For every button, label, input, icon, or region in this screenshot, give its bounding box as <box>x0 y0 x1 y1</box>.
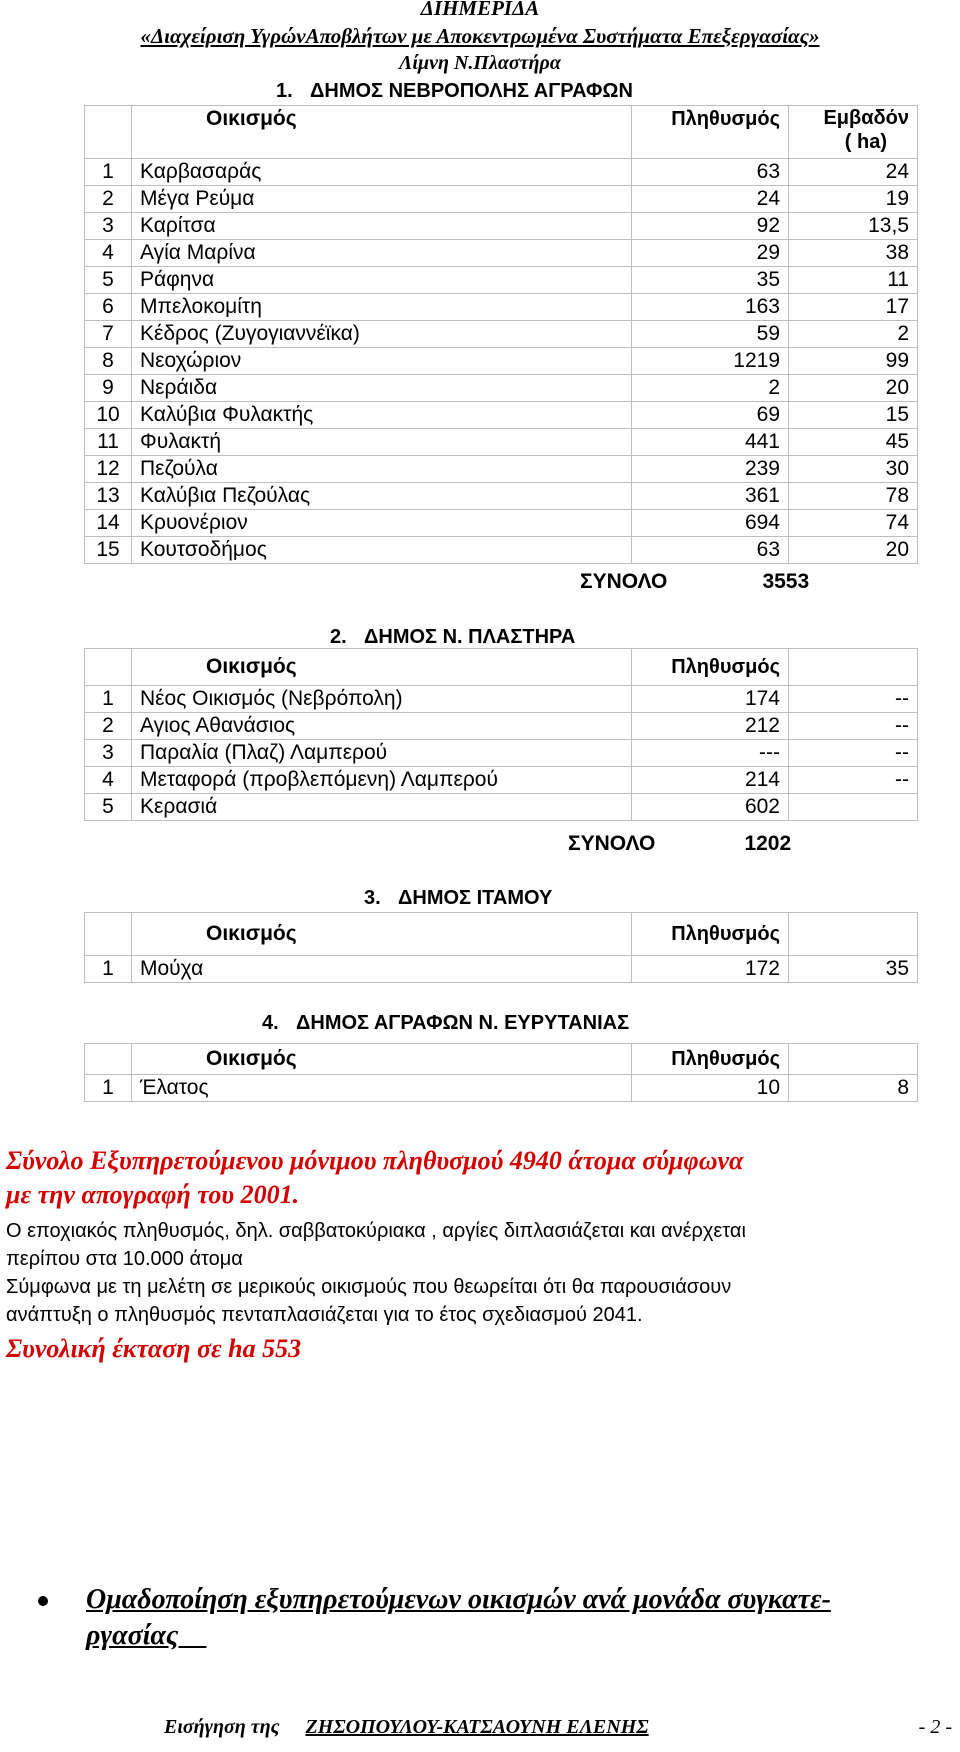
seasonal-note-line2: περίπου στα 10.000 άτομα <box>6 1248 243 1270</box>
table-header-row <box>85 913 918 956</box>
settlement-name: Μεταφορά (προβλεπόμενη) Λαμπερού <box>132 767 632 794</box>
area-value: 24 <box>789 159 918 186</box>
section-3-number: 3. <box>364 887 381 909</box>
header-settlement: Οικισμός <box>132 913 632 956</box>
header-settlement: Οικισμός <box>132 106 632 159</box>
total-label: ΣΥΝΟΛΟ <box>568 832 656 855</box>
settlement-name: Αγιος Αθανάσιος <box>132 713 632 740</box>
population-value: 63 <box>632 159 789 186</box>
projection-note-line1: Σύμφωνα με τη μελέτη σε μερικούς οικισμούς που θεωρείται ότι θα παρουσιάσουν <box>6 1276 732 1298</box>
section-2-number: 2. <box>330 626 347 648</box>
table-header-row <box>85 106 918 159</box>
population-value: --- <box>632 740 789 767</box>
row-index: 15 <box>85 537 132 564</box>
settlement-name: Νεοχώριον <box>132 348 632 375</box>
doc-header-location: Λίμνη Ν.Πλαστήρα <box>399 52 561 74</box>
area-value: -- <box>789 713 918 740</box>
section-1-table <box>84 105 918 564</box>
row-index: 1 <box>85 159 132 186</box>
area-value: 15 <box>789 402 918 429</box>
table-row <box>85 267 918 294</box>
served-population-summary: Σύνολο Εξυπηρετούμενου μόνιμου πληθυσμού 4940 άτομα σύμφωνα <box>6 1146 744 1175</box>
settlement-name: Μπελοκομίτη <box>132 294 632 321</box>
header-area-line2: ( ha) <box>844 131 887 153</box>
row-index: 6 <box>85 294 132 321</box>
footer-author: ΖΗΣΟΠΟΥΛΟΥ-ΚΑΤΣΑΟΥΝΗ ΕΛΕΝΗΣ <box>305 1716 649 1738</box>
doc-header-subtitle: «Διαχείριση ΥγρώνΑποβλήτων με Αποκεντρωμένα Συστήματα Επεξεργασίας» <box>140 24 820 48</box>
table-row <box>85 159 918 186</box>
table-row <box>85 510 918 537</box>
settlement-name: Πεζούλα <box>132 456 632 483</box>
total-area-summary: Συνολική έκταση σε ha 553 <box>6 1334 302 1363</box>
row-index: 1 <box>85 956 132 983</box>
population-value: 239 <box>632 456 789 483</box>
area-value: 74 <box>789 510 918 537</box>
table-row <box>85 429 918 456</box>
row-index: 4 <box>85 767 132 794</box>
area-value: 19 <box>789 186 918 213</box>
population-value: 63 <box>632 537 789 564</box>
section-2-label: ΔΗΜΟΣ Ν. ΠΛΑΣΤΗΡΑ <box>364 626 576 648</box>
table-header-row <box>85 649 918 686</box>
population-value: 24 <box>632 186 789 213</box>
area-value: 11 <box>789 267 918 294</box>
section-3-table <box>84 912 918 983</box>
row-index: 2 <box>85 713 132 740</box>
settlement-name: Κουτσοδήμος <box>132 537 632 564</box>
area-value: 20 <box>789 375 918 402</box>
row-index: 7 <box>85 321 132 348</box>
area-value: -- <box>789 686 918 713</box>
header-settlement: Οικισμός <box>132 649 632 686</box>
settlement-name: Καρίτσα <box>132 213 632 240</box>
section-1-total <box>580 570 809 594</box>
table-row <box>85 294 918 321</box>
population-value: 212 <box>632 713 789 740</box>
bullet-dot-icon <box>38 1596 48 1606</box>
section-1-number: 1. <box>276 80 293 102</box>
population-value: 214 <box>632 767 789 794</box>
header-area-empty <box>789 649 918 686</box>
census-reference: με την απογραφή του 2001. <box>6 1180 300 1209</box>
row-index: 12 <box>85 456 132 483</box>
row-index: 9 <box>85 375 132 402</box>
header-population: Πληθυσμός <box>632 649 789 686</box>
header-population: Πληθυσμός <box>632 106 789 159</box>
population-value: 1219 <box>632 348 789 375</box>
header-area-line1: Εμβαδόν <box>823 107 909 129</box>
table-row <box>85 537 918 564</box>
area-value: 17 <box>789 294 918 321</box>
population-value: 2 <box>632 375 789 402</box>
table-row <box>85 213 918 240</box>
settlement-name: Μέγα Ρεύμα <box>132 186 632 213</box>
section-4-table <box>84 1043 918 1102</box>
page-number: - 2 - <box>918 1716 952 1738</box>
table-row <box>85 956 918 983</box>
settlement-name: Νεράιδα <box>132 375 632 402</box>
settlement-name: Κερασιά <box>132 794 632 821</box>
table-row <box>85 794 918 821</box>
row-index: 3 <box>85 740 132 767</box>
row-index: 5 <box>85 794 132 821</box>
section-4-title <box>262 1012 629 1035</box>
row-index: 5 <box>85 267 132 294</box>
footer-presenter <box>164 1716 649 1739</box>
section-4-number: 4. <box>262 1012 279 1034</box>
table-row <box>85 456 918 483</box>
table-row <box>85 240 918 267</box>
population-value: 361 <box>632 483 789 510</box>
total-value: 1202 <box>744 832 792 855</box>
section-3-title <box>364 887 552 910</box>
settlement-name: Μούχα <box>132 956 632 983</box>
projection-note-line2: ανάπτυξη ο πληθυσμός πενταπλασιάζεται για το έτος σχεδιασμού 2041. <box>6 1304 643 1326</box>
table-row <box>85 1075 918 1102</box>
row-index: 3 <box>85 213 132 240</box>
table-row <box>85 348 918 375</box>
settlement-name: Αγία Μαρίνα <box>132 240 632 267</box>
population-value: 59 <box>632 321 789 348</box>
header-area <box>789 106 918 159</box>
row-index: 2 <box>85 186 132 213</box>
area-value: -- <box>789 767 918 794</box>
header-population: Πληθυσμός <box>632 1044 789 1075</box>
doc-header-title: ΔΙΗΜΕΡΙΔΑ <box>420 0 540 20</box>
grouping-heading-line2: ργασίας <box>86 1620 207 1651</box>
area-value <box>789 794 918 821</box>
population-value: 10 <box>632 1075 789 1102</box>
area-value: 45 <box>789 429 918 456</box>
area-value: 35 <box>789 956 918 983</box>
area-value: 2 <box>789 321 918 348</box>
header-idx-cell <box>85 106 132 159</box>
area-value: -- <box>789 740 918 767</box>
population-value: 92 <box>632 213 789 240</box>
header-population: Πληθυσμός <box>632 913 789 956</box>
settlement-name: Καλύβια Πεζούλας <box>132 483 632 510</box>
population-value: 163 <box>632 294 789 321</box>
table-row <box>85 713 918 740</box>
population-value: 172 <box>632 956 789 983</box>
settlement-name: Φυλακτή <box>132 429 632 456</box>
settlement-name: Νέος Οικισμός (Νεβρόπολη) <box>132 686 632 713</box>
header-settlement: Οικισμός <box>132 1044 632 1075</box>
row-index: 8 <box>85 348 132 375</box>
settlement-name: Έλατος <box>132 1075 632 1102</box>
seasonal-note-line1: Ο εποχιακός πληθυσμός, δηλ. σαββατοκύριακα , αργίες διπλασιάζεται και ανέρχεται <box>6 1220 746 1242</box>
population-value: 69 <box>632 402 789 429</box>
table-header-row <box>85 1044 918 1075</box>
population-value: 174 <box>632 686 789 713</box>
row-index: 1 <box>85 1075 132 1102</box>
area-value: 8 <box>789 1075 918 1102</box>
total-label: ΣΥΝΟΛΟ <box>580 570 668 593</box>
table-row <box>85 686 918 713</box>
population-value: 35 <box>632 267 789 294</box>
table-row <box>85 321 918 348</box>
section-1-label: ΔΗΜΟΣ ΝΕΒΡΟΠΟΛΗΣ ΑΓΡΑΦΩΝ <box>310 80 633 102</box>
area-value: 13,5 <box>789 213 918 240</box>
header-area-empty <box>789 1044 918 1075</box>
table-row <box>85 483 918 510</box>
table-row <box>85 740 918 767</box>
section-4-label: ΔΗΜΟΣ ΑΓΡΑΦΩΝ Ν. ΕΥΡΥΤΑΝΙΑΣ <box>296 1012 630 1034</box>
section-2-total <box>568 832 791 856</box>
footer-prefix: Εισήγηση της <box>164 1716 280 1738</box>
section-3-label: ΔΗΜΟΣ ΙΤΑΜΟΥ <box>398 887 553 909</box>
row-index: 4 <box>85 240 132 267</box>
area-value: 99 <box>789 348 918 375</box>
area-value: 20 <box>789 537 918 564</box>
grouping-heading-line1: Ομαδοποίηση εξυπηρετούμενων οικισμών ανά μονάδα συγκατε- <box>86 1584 831 1615</box>
area-value: 78 <box>789 483 918 510</box>
row-index: 10 <box>85 402 132 429</box>
table-row <box>85 375 918 402</box>
row-index: 1 <box>85 686 132 713</box>
table-row <box>85 186 918 213</box>
section-2-title <box>330 626 575 649</box>
table-row <box>85 402 918 429</box>
section-1-title <box>276 80 633 103</box>
row-index: 13 <box>85 483 132 510</box>
header-idx-cell <box>85 649 132 686</box>
area-value: 38 <box>789 240 918 267</box>
settlement-name: Παραλία (Πλαζ) Λαμπερού <box>132 740 632 767</box>
header-area-empty <box>789 913 918 956</box>
settlement-name: Καρβασαράς <box>132 159 632 186</box>
population-value: 441 <box>632 429 789 456</box>
section-2-table <box>84 648 918 821</box>
population-value: 602 <box>632 794 789 821</box>
table-row <box>85 767 918 794</box>
row-index: 11 <box>85 429 132 456</box>
population-value: 29 <box>632 240 789 267</box>
population-value: 694 <box>632 510 789 537</box>
row-index: 14 <box>85 510 132 537</box>
header-idx-cell <box>85 913 132 956</box>
total-value: 3553 <box>762 570 810 593</box>
settlement-name: Κρυονέριον <box>132 510 632 537</box>
area-value: 30 <box>789 456 918 483</box>
settlement-name: Ράφηνα <box>132 267 632 294</box>
header-idx-cell <box>85 1044 132 1075</box>
settlement-name: Κέδρος (Ζυγογιαννέϊκα) <box>132 321 632 348</box>
settlement-name: Καλύβια Φυλακτής <box>132 402 632 429</box>
